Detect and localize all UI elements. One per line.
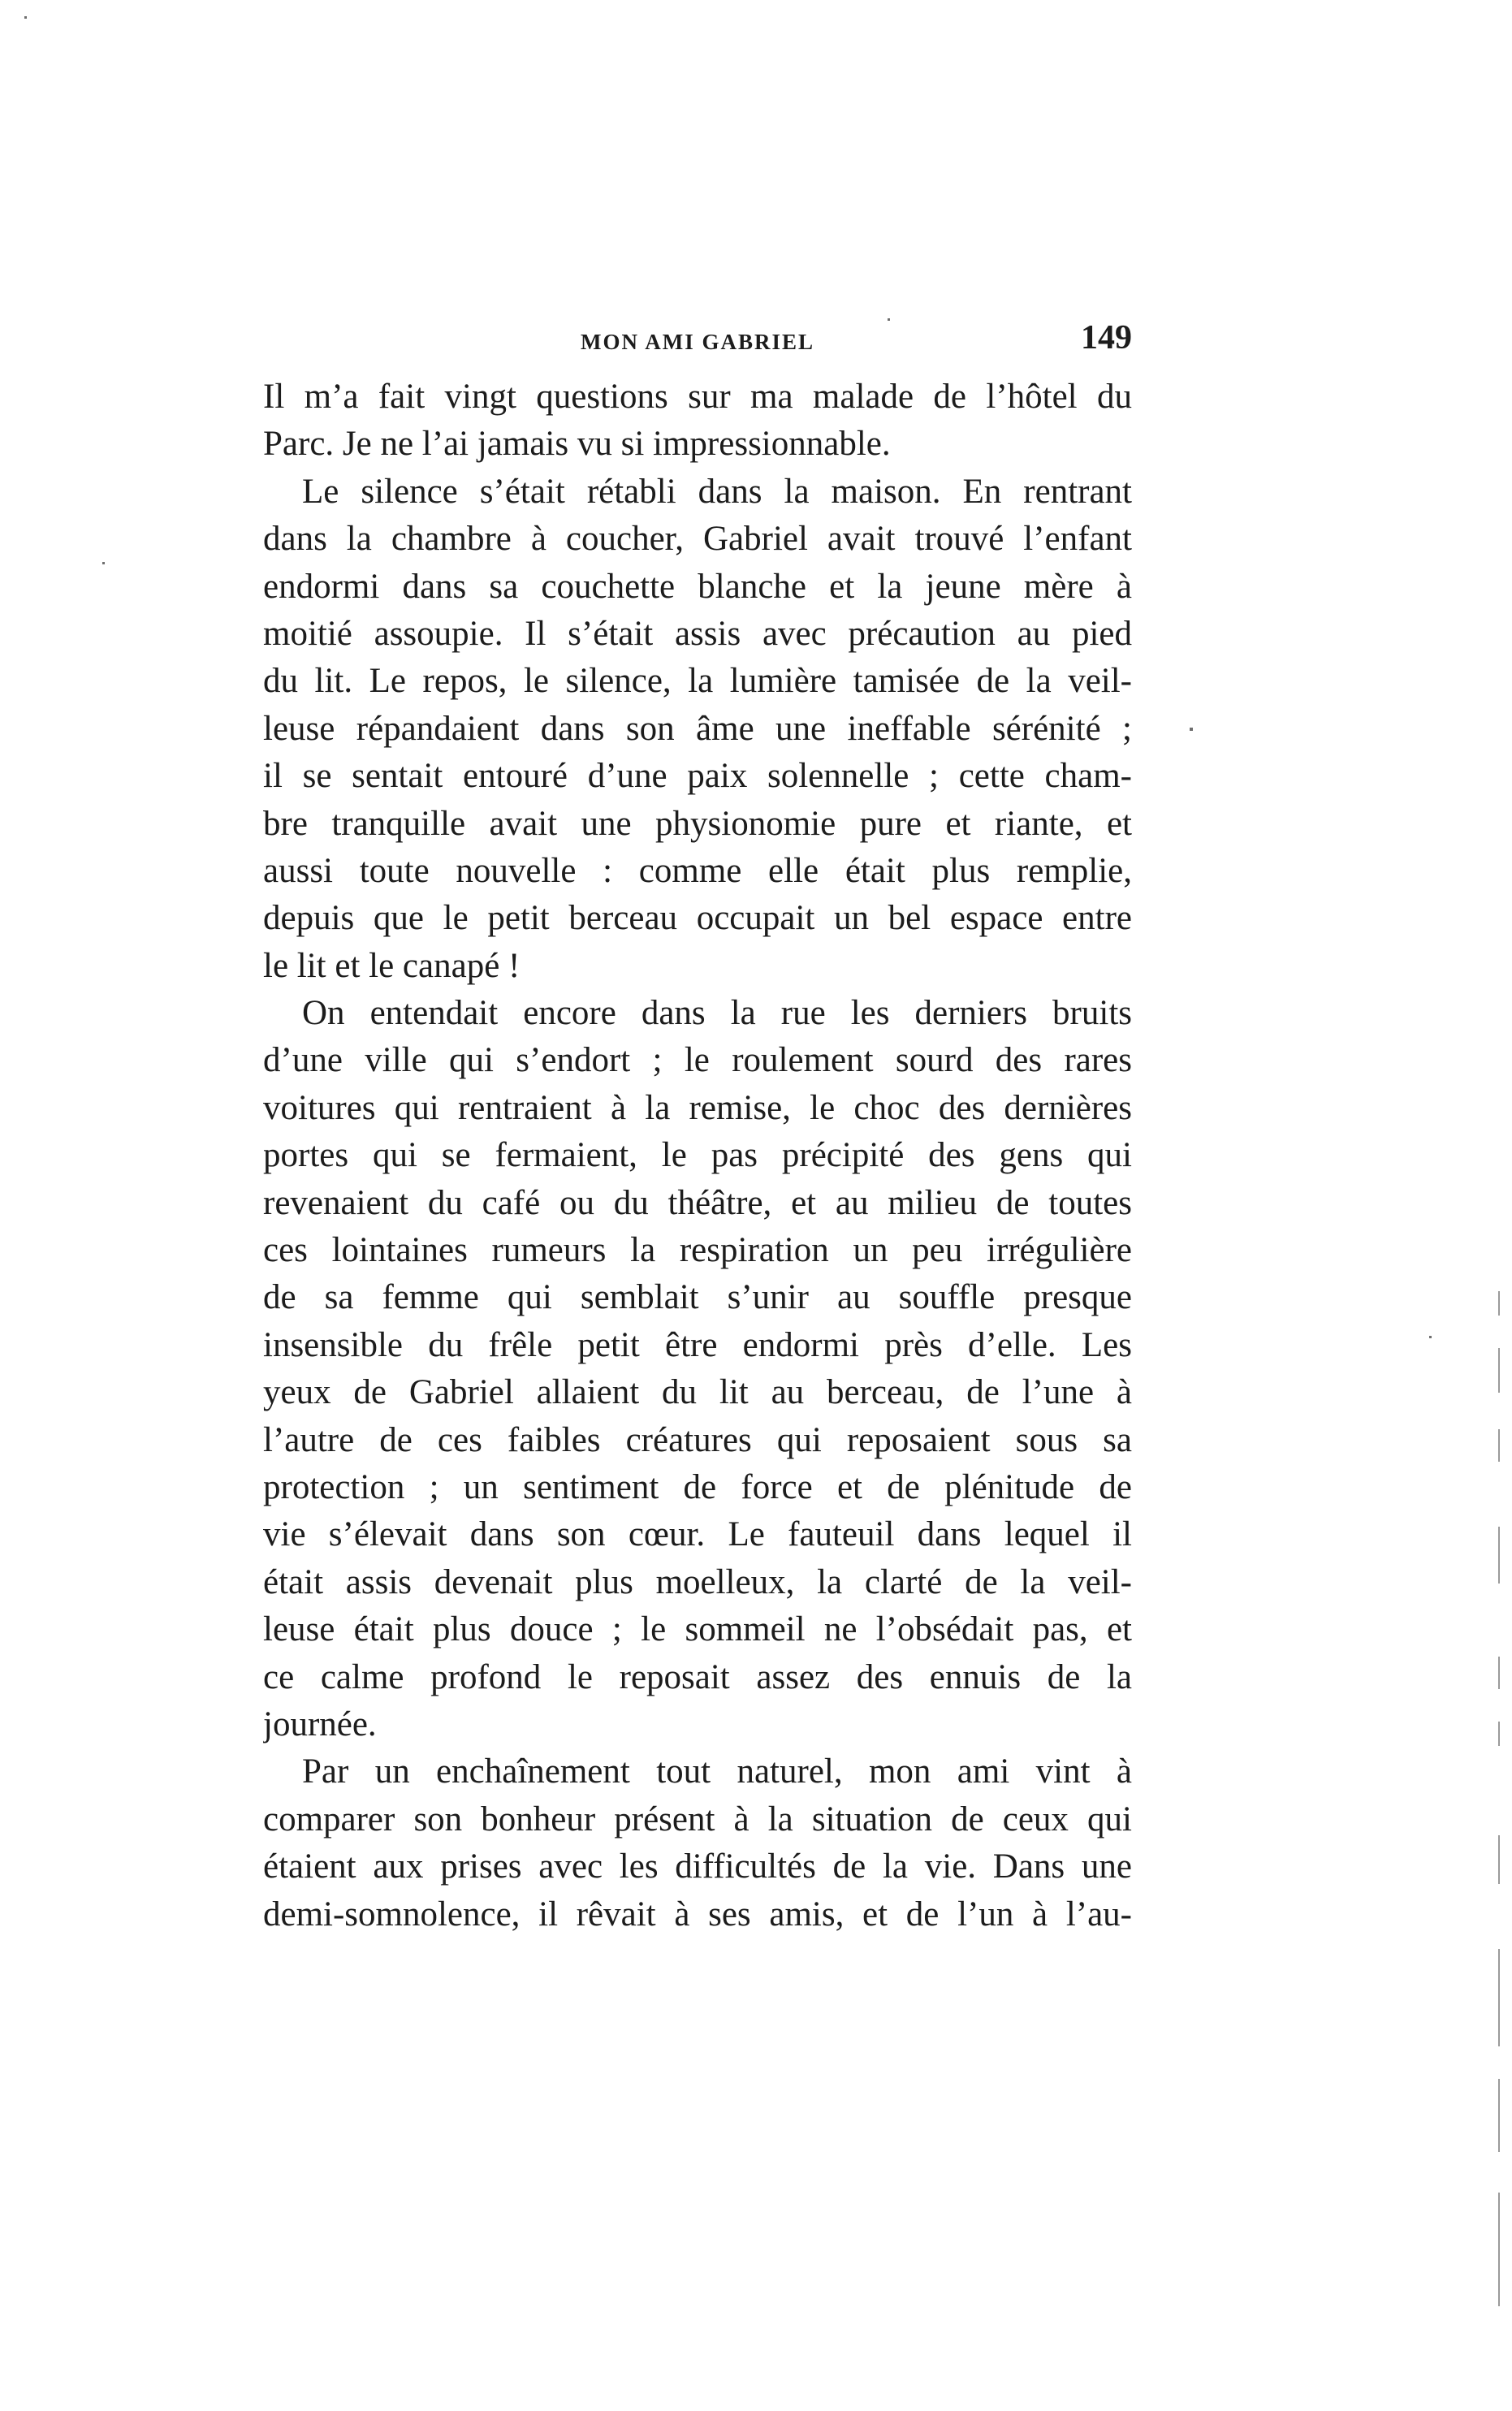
text-line: voitures qui rentraient à la remise, le choc des dernières xyxy=(263,1088,1132,1127)
text-line: leuse était plus douce ; le sommeil ne l’obsédait pas, et xyxy=(263,1610,1132,1649)
scan-edge-mark xyxy=(1498,1949,1500,2046)
text-line: étaient aux prises avec les difficultés de la vie. Dans une xyxy=(263,1847,1132,1886)
text-line: de sa femme qui semblait s’unir au souffle presque xyxy=(263,1278,1132,1317)
running-head xyxy=(263,318,1132,359)
text-line: il se sentait entouré d’une paix solennelle ; cette cham- xyxy=(263,757,1132,796)
text-line: ce calme profond le reposait assez des ennuis de la xyxy=(263,1657,1132,1696)
text-line: comparer son bonheur présent à la situation de ceux qui xyxy=(263,1800,1132,1838)
text-line: insensible du frêle petit être endormi près d’elle. Les xyxy=(263,1325,1132,1364)
scan-speck xyxy=(24,16,27,19)
text-line: On entendait encore dans la rue les derniers bruits xyxy=(302,994,1132,1033)
text-line: l’autre de ces faibles créatures qui reposaient sous sa xyxy=(263,1420,1132,1459)
text-line: du lit. Le repos, le silence, la lumière tamisée de la veil- xyxy=(263,662,1132,701)
scan-edge-mark xyxy=(1498,1527,1500,1584)
text-line: protection ; un sentiment de force et de plénitude de xyxy=(263,1467,1132,1506)
text-line: revenaient du café ou du théâtre, et au milieu de toutes xyxy=(263,1183,1132,1222)
text-line: vie s’élevait dans son cœur. Le fauteuil dans lequel il xyxy=(263,1515,1132,1554)
text-line: Parc. Je ne l’ai jamais vu si impressionnable. xyxy=(263,425,891,464)
text-line: était assis devenait plus moelleux, la clarté de la veil- xyxy=(263,1562,1132,1601)
text-line: moitié assoupie. Il s’était assis avec précaution au pied xyxy=(263,614,1132,653)
body-text xyxy=(263,374,1132,1938)
text-line: demi-somnolence, il rêvait à ses amis, et de l’un à l’au- xyxy=(263,1895,1132,1934)
text-line: yeux de Gabriel allaient du lit au berceau, de l’une à xyxy=(263,1373,1132,1412)
text-line: bre tranquille avait une physionomie pure et riante, et xyxy=(263,804,1132,843)
scan-speck xyxy=(1429,1336,1432,1338)
text-line: Il m’a fait vingt questions sur ma malade de l’hôtel du xyxy=(263,378,1132,416)
text-line: aussi toute nouvelle : comme elle était plus remplie, xyxy=(263,851,1132,890)
scan-speck xyxy=(102,562,105,564)
scan-speck xyxy=(1190,728,1193,731)
text-line: dans la chambre à coucher, Gabriel avait trouvé l’enfant xyxy=(263,520,1132,559)
text-line: Le silence s’était rétabli dans la maison. En rentrant xyxy=(302,472,1132,511)
scan-speck xyxy=(888,318,890,321)
scan-edge-mark xyxy=(1498,2079,1500,2152)
text-line: ces lointaines rumeurs la respiration un peu irrégulière xyxy=(263,1231,1132,1270)
scan-edge-mark xyxy=(1498,1291,1500,1316)
text-line: le lit et le canapé ! xyxy=(263,946,521,985)
scan-edge-mark xyxy=(1498,1835,1500,1884)
page-number: 149 xyxy=(1081,319,1132,356)
text-line: Par un enchaînement tout naturel, mon ami vint à xyxy=(302,1752,1132,1791)
scan-edge-mark xyxy=(1498,1348,1500,1393)
text-line: leuse répandaient dans son âme une ineffable sérénité ; xyxy=(263,709,1132,748)
scan-edge-mark xyxy=(1498,1722,1500,1746)
text-line: journée. xyxy=(263,1705,377,1743)
text-line: endormi dans sa couchette blanche et la jeune mère à xyxy=(263,567,1132,606)
scan-edge-mark xyxy=(1498,1429,1500,1462)
text-line: portes qui se fermaient, le pas précipité des gens qui xyxy=(263,1136,1132,1175)
scan-edge-mark xyxy=(1498,1657,1500,1689)
text-line: d’une ville qui s’endort ; le roulement sourd des rares xyxy=(263,1041,1132,1080)
scan-edge-mark xyxy=(1498,2193,1500,2306)
running-title: MON AMI GABRIEL xyxy=(580,330,815,354)
text-line: depuis que le petit berceau occupait un bel espace entre xyxy=(263,899,1132,938)
